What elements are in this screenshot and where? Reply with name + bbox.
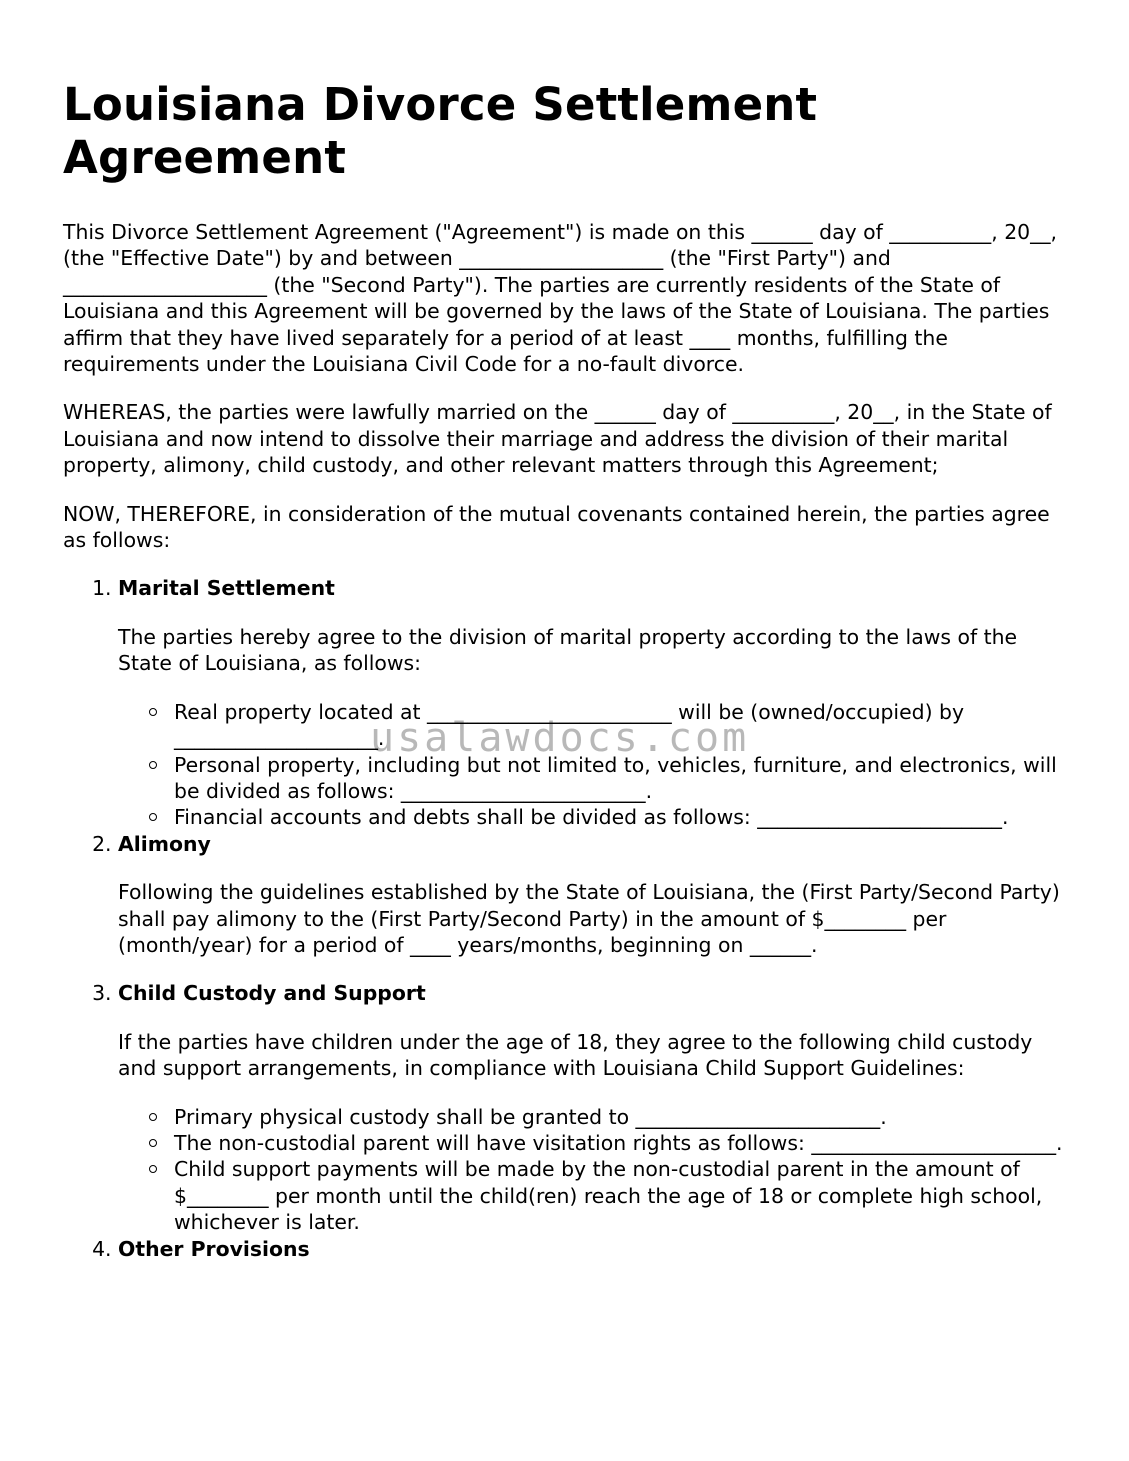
list-item-text: The non-custodial parent will have visitation rights as follows: ________________________. [174, 1130, 1063, 1155]
list-item [174, 804, 1067, 830]
intro-paragraph: This Divorce Settlement Agreement ("Agreement") is made on this ______ day of __________, 20__, (the "Effective Date") by and between ____________________ (the "First Party") and ____________________ (the "Second Party"). The parties are currently residents of the State of Louisiana and this Agreement will be governed by the laws of the State of Louisiana. The parties affirm that they have lived separately for a period of at least ____ months, fulfilling the requirements under the Louisiana Civil Code for a no-fault divorce. [63, 220, 1058, 377]
sections-list [63, 575, 1067, 1262]
whereas-paragraph: WHEREAS, the parties were lawfully married on the ______ day of __________, 20__, in the State of Louisiana and now intend to dissolve their marriage and address the division of their marital property, alimony, child custody, and other relevant matters through this Agreement; [63, 400, 1052, 478]
bullet-icon [149, 708, 157, 716]
list-item-text: Personal property, including but not limited to, vehicles, furniture, and electronics, will be divided as follows: ________________________. [174, 752, 1057, 803]
list-item [174, 752, 1067, 805]
bullet-icon [149, 813, 157, 821]
list-item-text: Primary physical custody shall be granted to ________________________. [174, 1104, 887, 1129]
section-items [118, 1104, 1067, 1236]
list-item [174, 699, 1067, 752]
list-item-text: Real property located at ________________________ will be (owned/occupied) by ____________________. [174, 699, 965, 751]
section-title: Other Provisions [118, 1236, 310, 1261]
section-alimony [118, 831, 1067, 959]
section-title: Alimony [118, 831, 211, 856]
section-body: If the parties have children under the age of 18, they agree to the following child custody and support arrangements, in compliance with Louisiana Child Support Guidelines: [118, 1029, 1033, 1081]
section-title: Child Custody and Support [118, 981, 426, 1006]
section-child-custody [118, 980, 1067, 1235]
list-item-text: Child support payments will be made by the non-custodial parent in the amount of $________ per month until the child(ren) reach the age of 18 or complete high school, whichever is later. [174, 1157, 1043, 1235]
section-other-provisions [118, 1236, 1067, 1262]
section-marital-settlement [118, 575, 1067, 830]
list-item [174, 1130, 1067, 1156]
section-items [118, 699, 1067, 831]
document-title: Louisiana Divorce Settlement Agreement [63, 78, 818, 184]
bullet-icon [149, 1139, 157, 1147]
bullet-icon [149, 1165, 157, 1173]
section-body: Following the guidelines established by the State of Louisiana, the (First Party/Second Party) shall pay alimony to the (First Party/Second Party) in the amount of $________ per (month/year) for a period of ____ years/months, beginning on ______. [118, 880, 1060, 957]
now-therefore-paragraph: NOW, THEREFORE, in consideration of the mutual covenants contained herein, the parties agree as follows: [63, 501, 1050, 553]
list-item-text: Financial accounts and debts shall be divided as follows: ________________________. [174, 805, 1009, 830]
section-body: The parties hereby agree to the division of marital property according to the laws of the State of Louisiana, as follows: [118, 624, 1018, 676]
list-item [174, 1156, 1067, 1235]
watermark: usalawdocs.com [370, 715, 750, 761]
document-page [63, 78, 1067, 1262]
bullet-icon [149, 1113, 157, 1121]
bullet-icon [149, 761, 157, 769]
section-title: Marital Settlement [118, 576, 335, 601]
list-item [174, 1104, 1067, 1130]
